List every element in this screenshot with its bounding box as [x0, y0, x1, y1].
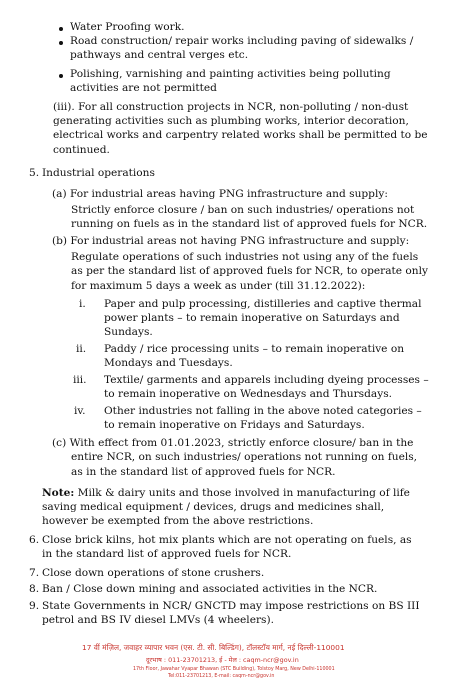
subsection-line: as per the standard list of approved fuels for NCR, to operate only [71, 265, 428, 277]
subsection-line: running on fuels as in the standard list of approved fuels for NCR. [71, 218, 428, 230]
list-number: 8. [29, 583, 40, 595]
list-number: 7. [29, 567, 40, 579]
bullet-dot [59, 41, 63, 45]
roman-item-line: to remain inoperative on Wednesdays and Thursdays. [104, 388, 393, 400]
roman-item-line: Mondays and Tuesdays. [104, 357, 233, 369]
bullet-dot [59, 74, 63, 78]
paragraph-line: electrical works and carpentry related works shall be permitted to be [53, 129, 428, 141]
roman-item-line: Textile/ garments and apparels including dyeing processes – [104, 374, 429, 386]
list-item-line: in the standard list of approved fuels for NCR. [42, 548, 292, 560]
roman-item-line: Other industries not falling in the above noted categories – [104, 405, 422, 417]
roman-item-line: Sundays. [104, 326, 153, 338]
note-line: saving medical equipment / devices, drugs and medicines shall, [42, 501, 385, 513]
footer-hindi-contact: दूरभाष : 011-23701213, ई - मेल : caqm-ncr@gov.in [146, 656, 299, 664]
bullet-item-line: Road construction/ repair works including paving of sidewalks / [70, 35, 414, 47]
bullet-item-line: pathways and central verges etc. [70, 49, 249, 61]
bullet-item-line: Polishing, varnishing and painting activities being polluting [70, 68, 391, 80]
paragraph-line: continued. [53, 144, 110, 156]
bullet-item-line: Water Proofing work. [70, 21, 185, 33]
note-line [42, 486, 410, 500]
note-line: however be exempted from the above restrictions. [42, 515, 314, 527]
paragraph-line: (iii). For all construction projects in NCR, non-polluting / non-dust [53, 101, 409, 113]
list-number: 6. [29, 534, 40, 546]
list-item-line: petrol and BS IV diesel LMVs (4 wheelers). [42, 614, 274, 626]
subsection-heading: (b) For industrial areas not having PNG infrastructure and supply: [52, 235, 410, 247]
roman-item-line: power plants – to remain inoperative on Saturdays and [104, 312, 400, 324]
list-number: 5. [29, 167, 40, 179]
roman-number: ii. [76, 343, 87, 355]
paragraph-line: generating activities such as plumbing works, interior decoration, [53, 115, 409, 127]
roman-item-line: Paper and pulp processing, distilleries and captive thermal [104, 298, 422, 310]
subsection-heading: (c) With effect from 01.01.2023, strictly enforce closure/ ban in the [52, 437, 414, 449]
roman-number: iii. [73, 374, 87, 386]
note-text: Milk & dairy units and those involved in manufacturing of life [74, 487, 410, 499]
roman-number: i. [79, 298, 86, 310]
list-item-line: Ban / Close down mining and associated activities in the NCR. [42, 583, 378, 595]
roman-item-line: to remain inoperative on Fridays and Saturdays. [104, 419, 365, 431]
list-number: 9. [29, 600, 40, 612]
subsection-line: Regulate operations of such industries not using any of the fuels [71, 251, 419, 263]
bullet-dot [59, 27, 63, 31]
subsection-line: for maximum 5 days a week as under (till 31.12.2022): [71, 280, 366, 292]
footer-english-address: 17th Floor, Jawahar Vyapar Bhawan (STC Building), Tolstoy Marg, New Delhi-110001 [133, 667, 335, 672]
subsection-line: Strictly enforce closure / ban on such industries/ operations not [71, 204, 415, 216]
subsection-line: entire NCR, on such industries/ operations not running on fuels, [71, 451, 418, 463]
footer-hindi-address: 17 वीं मंज़िल, जवाहर व्यापार भवन (एस. टी. सी. बिल्डिंग), टॉलस्टॉय मार्ग, नई दिल्ली-110001 [82, 643, 345, 652]
roman-item-line: Paddy / rice processing units – to remain inoperative on [104, 343, 405, 355]
subsection-heading: (a) For industrial areas having PNG infrastructure and supply: [52, 188, 388, 200]
list-item-line: State Governments in NCR/ GNCTD may impose restrictions on BS III [42, 600, 420, 612]
subsection-line: as in the standard list of approved fuels for NCR. [71, 466, 336, 478]
footer-english-contact: Tel:011-23701213, E-mail: caqm-ncr@gov.in [168, 674, 275, 679]
roman-number: iv. [74, 405, 86, 417]
section-title: Industrial operations [42, 167, 155, 179]
note-label: Note: [42, 487, 75, 499]
bullet-item-line: activities are not permitted [70, 82, 217, 94]
list-item-line: Close brick kilns, hot mix plants which are not operating on fuels, as [42, 534, 412, 546]
list-item-line: Close down operations of stone crushers. [42, 567, 265, 579]
